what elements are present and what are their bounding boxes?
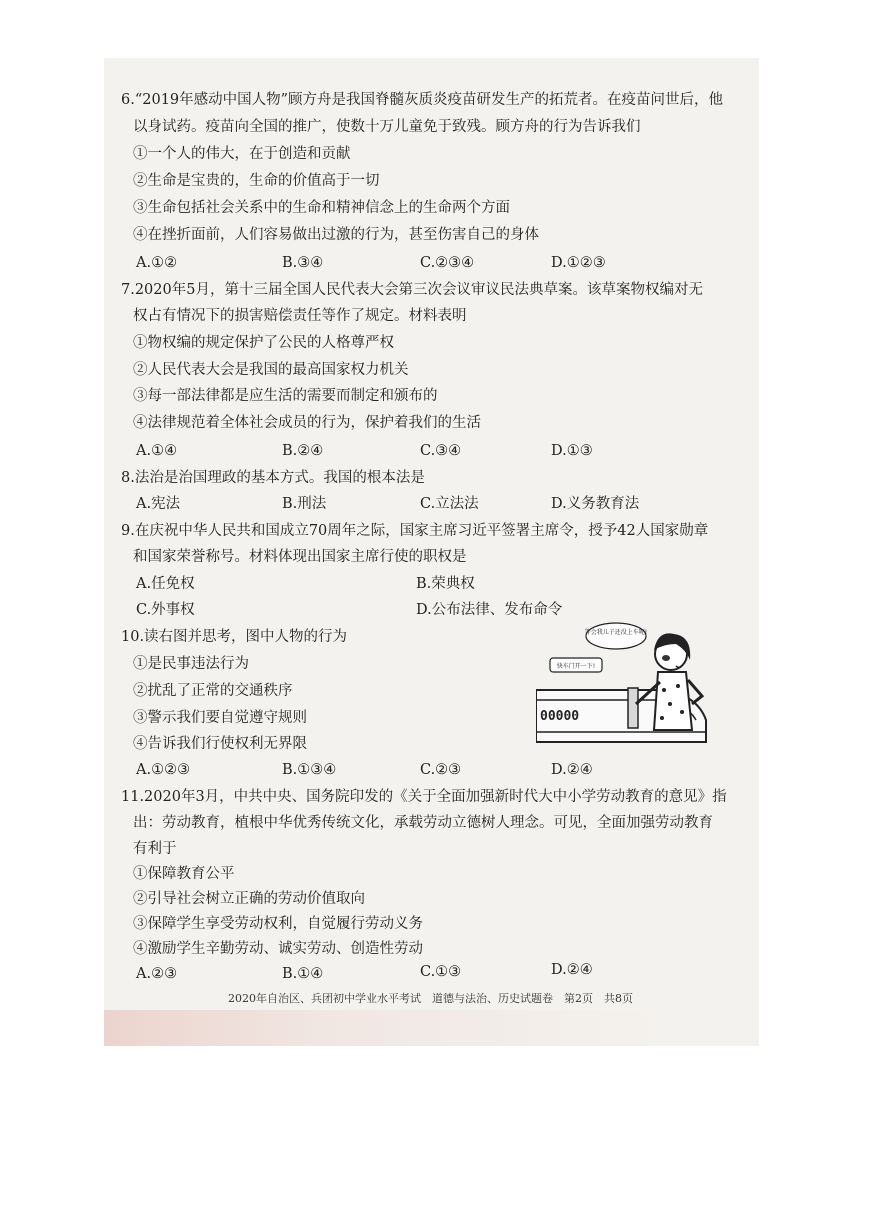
q11-statement-4: ④激励学生辛勤劳动、诚实劳动、创造性劳动 <box>133 941 423 957</box>
q9-option-b: B.荣典权 <box>416 576 475 592</box>
q6-statement-2: ②生命是宝贵的，生命的价值高于一切 <box>133 173 380 189</box>
q8-option-a: A.宪法 <box>136 496 181 512</box>
q10-option-b: B.①③④ <box>282 762 337 778</box>
speech-bubble-1-text: 等会我儿子还没上车呢! <box>584 629 648 636</box>
q7-statement-3: ③每一部法律都是应生活的需要而制定和颁布的 <box>133 388 438 404</box>
q6-statement-1: ①一个人的伟大，在于创造和贡献 <box>133 146 351 162</box>
q6-option-d: D.①②③ <box>551 255 606 271</box>
q11-statement-2: ②引导社会树立正确的劳动价值取向 <box>133 891 365 907</box>
q11-stem-line1: 11.2020年3月，中共中央、国务院印发的《关于全面加强新时代大中小学劳动教育的意见》指 <box>121 789 727 805</box>
q9-option-a: A.任免权 <box>136 576 195 592</box>
q10-statement-2: ②扰乱了正常的交通秩序 <box>133 683 293 699</box>
q9-option-c: C.外事权 <box>136 602 195 618</box>
q6-option-c: C.②③④ <box>420 255 475 271</box>
q8-option-b: B.刑法 <box>282 496 327 512</box>
q7-option-c: C.③④ <box>420 443 462 459</box>
q9-option-d: D.公布法律、发布命令 <box>416 602 563 618</box>
q7-statement-4: ④法律规范着全体社会成员的行为，保护着我们的生活 <box>133 415 481 431</box>
q7-option-a: A.①④ <box>136 443 178 459</box>
q7-stem-line2: 权占有情况下的损害赔偿责任等作了规定。材料表明 <box>133 308 467 324</box>
q6-option-a: A.①② <box>136 255 178 271</box>
q9-stem-line2: 和国家荣誉称号。材料体现出国家主席行使的职权是 <box>133 549 467 565</box>
speech-bubble-2-text: 快车门开一下! <box>556 663 596 670</box>
q8-option-c: C.立法法 <box>420 496 479 512</box>
q10-cartoon <box>536 620 711 748</box>
q11-statement-3: ③保障学生享受劳动权利，自觉履行劳动义务 <box>133 916 423 932</box>
q10-option-a: A.①②③ <box>136 762 191 778</box>
q10-statement-3: ③警示我们要自觉遵守规则 <box>133 710 307 726</box>
q10-statement-1: ①是民事违法行为 <box>133 656 249 672</box>
q11-stem-line2: 出：劳动教育，植根中华优秀传统文化，承载劳动立德树人理念。可见，全面加强劳动教育 <box>133 815 713 831</box>
q6-option-b: B.③④ <box>282 255 324 271</box>
q6-stem-line2: 以身试药。疫苗向全国的推广，使数十万儿童免于致残。顾方舟的行为告诉我们 <box>133 119 641 135</box>
paper-smudge <box>104 1010 664 1046</box>
speech-bubble-1 <box>586 623 646 649</box>
q11-stem-line3: 有利于 <box>133 841 177 857</box>
q11-statement-1: ①保障教育公平 <box>133 866 235 882</box>
train-number: 00000 <box>540 709 580 724</box>
q7-option-b: B.②④ <box>282 443 324 459</box>
q10-option-d: D.②④ <box>551 762 593 778</box>
q8-option-d: D.义务教育法 <box>551 496 640 512</box>
q9-stem-line1: 9.在庆祝中华人民共和国成立70周年之际，国家主席习近平签署主席令，授予42人国家勋章 <box>121 523 709 539</box>
q7-statement-1: ①物权编的规定保护了公民的人格尊严权 <box>133 335 394 351</box>
q10-statement-4: ④告诉我们行使权利无界限 <box>133 736 307 752</box>
q11-option-a: A.②③ <box>136 966 178 982</box>
q6-statement-3: ③生命包括社会关系中的生命和精神信念上的生命两个方面 <box>133 200 510 216</box>
page-footer: 2020年自治区、兵团初中学业水平考试 道德与法治、历史试题卷 第2页 共8页 <box>228 992 633 1005</box>
q7-statement-2: ②人民代表大会是我国的最高国家权力机关 <box>133 362 409 378</box>
q10-stem: 10.读右图并思考，图中人物的行为 <box>121 629 348 645</box>
q7-stem-line1: 7.2020年5月，第十三届全国人民代表大会第三次会议审议民法典草案。该草案物权编对无 <box>121 282 703 298</box>
woman-dress <box>654 672 692 730</box>
q6-stem-line1: 6.“2019年感动中国人物”顾方舟是我国脊髓灰质炎疫苗研发生产的拓荒者。在疫苗问世后，他 <box>121 92 724 108</box>
q10-option-c: C.②③ <box>420 762 462 778</box>
q11-option-d: D.②④ <box>551 962 593 978</box>
q11-option-b: B.①④ <box>282 966 324 982</box>
q8-stem: 8.法治是治国理政的基本方式。我国的根本法是 <box>121 470 425 486</box>
q7-option-d: D.①③ <box>551 443 593 459</box>
q11-option-c: C.①③ <box>420 964 462 980</box>
q6-statement-4: ④在挫折面前，人们容易做出过激的行为，甚至伤害自己的身体 <box>133 227 539 243</box>
